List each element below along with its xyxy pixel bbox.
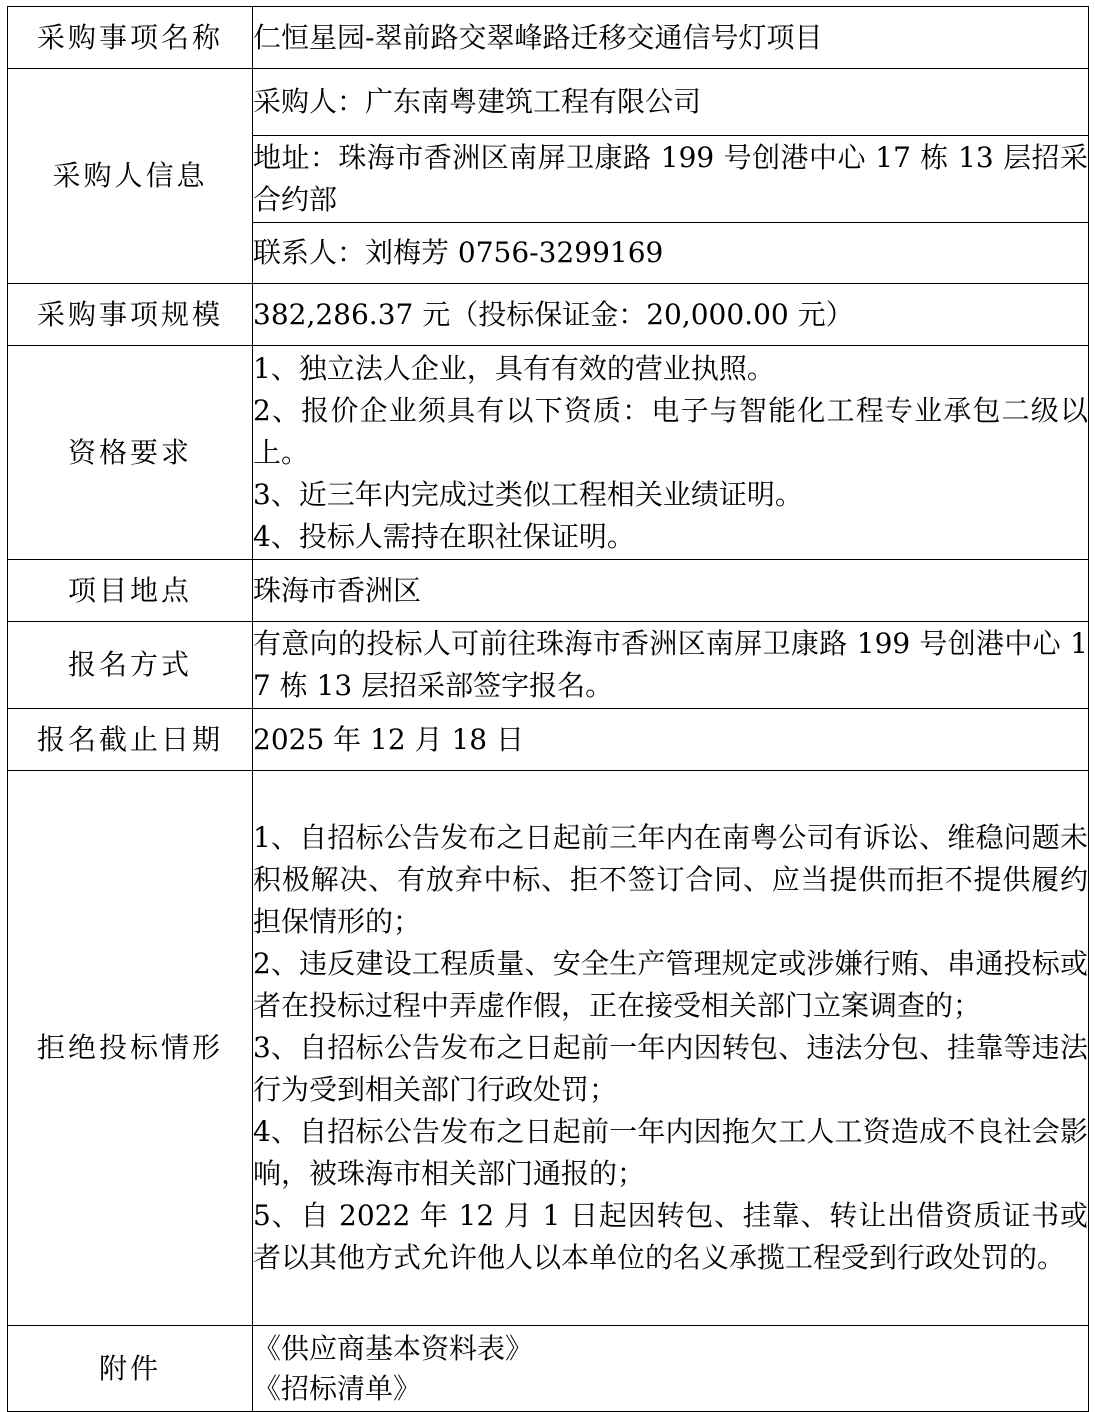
qualification-item: 3、近三年内完成过类似工程相关业绩证明。 xyxy=(253,477,803,511)
value-purchaser-address: 地址：珠海市香洲区南屏卫康路 199 号创港中心 17 栋 13 层招采合约部 xyxy=(253,136,1089,223)
label-purchaser-info: 采购人信息 xyxy=(8,69,253,284)
row-scale xyxy=(8,284,1089,346)
rejection-item: 1、自招标公告发布之日起前三年内在南粤公司有诉讼、维稳问题未积极解决、有放弃中标、拒不签订合同、应当提供而拒不提供履约担保情形的； xyxy=(253,821,1088,938)
row-location xyxy=(8,560,1089,622)
value-rejection xyxy=(253,771,1089,1326)
value-item-name: 仁恒星园-翠前路交翠峰路迁移交通信号灯项目 xyxy=(253,7,1089,69)
row-purchaser-name xyxy=(8,69,1089,136)
value-purchaser-name: 采购人：广东南粤建筑工程有限公司 xyxy=(253,69,1089,136)
label-location: 项目地点 xyxy=(8,560,253,622)
row-deadline xyxy=(8,709,1089,771)
label-item-name: 采购事项名称 xyxy=(8,7,253,69)
rejection-item: 2、违反建设工程质量、安全生产管理规定或涉嫌行贿、串通投标或者在投标过程中弄虚作假，正在接受相关部门立案调查的； xyxy=(253,947,1088,1022)
row-qualification xyxy=(8,346,1089,560)
qualification-item: 1、独立法人企业，具有有效的营业执照。 xyxy=(253,351,775,385)
label-qualification: 资格要求 xyxy=(8,346,253,560)
rejection-item: 3、自招标公告发布之日起前一年内因转包、违法分包、挂靠等违法行为受到相关部门行政处罚； xyxy=(253,1031,1088,1106)
label-rejection: 拒绝投标情形 xyxy=(8,771,253,1326)
procurement-info-table xyxy=(7,6,1089,1412)
label-registration: 报名方式 xyxy=(8,622,253,709)
value-scale: 382,286.37 元（投标保证金：20,000.00 元） xyxy=(253,284,1089,346)
row-item-name xyxy=(8,7,1089,69)
row-attachments xyxy=(8,1326,1089,1412)
value-attachments xyxy=(253,1326,1089,1412)
value-location: 珠海市香洲区 xyxy=(253,560,1089,622)
attachment-item: 《供应商基本资料表》 xyxy=(253,1331,534,1365)
value-registration: 有意向的投标人可前往珠海市香洲区南屏卫康路 199 号创港中心 17 栋 13 层招采部签字报名。 xyxy=(253,622,1089,709)
rejection-item: 4、自招标公告发布之日起前一年内因拖欠工人工资造成不良社会影响，被珠海市相关部门通报的； xyxy=(253,1115,1088,1190)
row-rejection xyxy=(8,771,1089,1326)
rejection-item: 5、自 2022 年 12 月 1 日起因转包、挂靠、转让出借资质证书或者以其他方式允许他人以本单位的名义承揽工程受到行政处罚的。 xyxy=(253,1199,1088,1274)
row-registration xyxy=(8,622,1089,709)
value-purchaser-contact: 联系人：刘梅芳 0756-3299169 xyxy=(253,223,1089,284)
label-attachments: 附件 xyxy=(8,1326,253,1412)
value-qualification xyxy=(253,346,1089,560)
qualification-item: 4、投标人需持在职社保证明。 xyxy=(253,519,635,553)
label-deadline: 报名截止日期 xyxy=(8,709,253,771)
value-deadline: 2025 年 12 月 18 日 xyxy=(253,709,1089,771)
qualification-item: 2、报价企业须具有以下资质：电子与智能化工程专业承包二级以上。 xyxy=(253,393,1088,469)
attachment-item: 《招标清单》 xyxy=(253,1371,422,1405)
label-scale: 采购事项规模 xyxy=(8,284,253,346)
